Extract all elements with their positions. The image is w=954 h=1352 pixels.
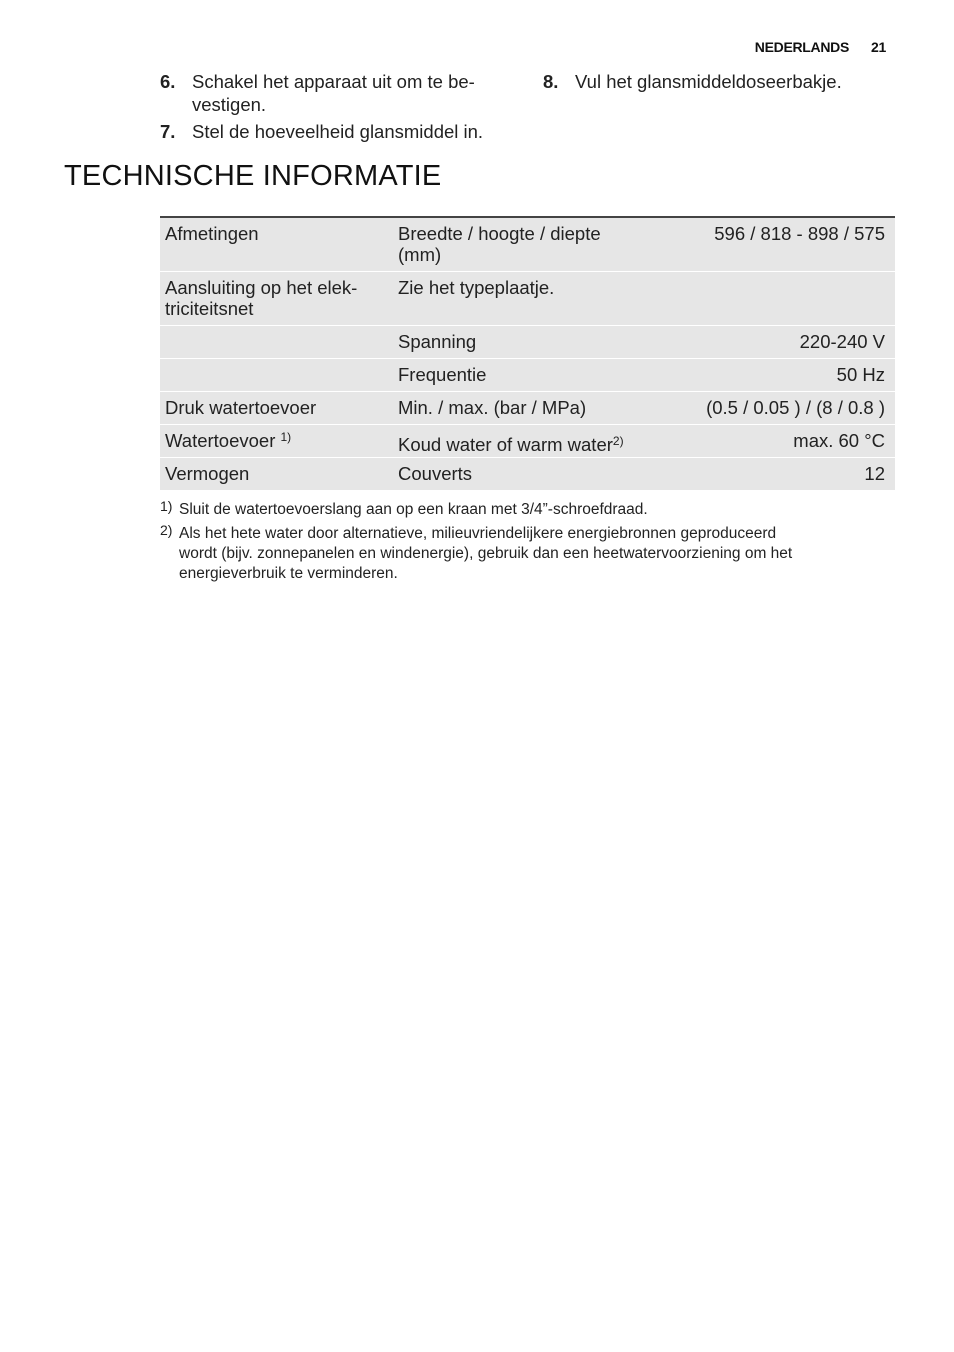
step-text: Schakel het apparaat uit om te be- vestigen.: [192, 71, 475, 115]
table-cell-value: 12: [678, 458, 895, 491]
table-row: [160, 359, 895, 392]
table-cell-parameter: Frequentie: [393, 359, 678, 392]
footnote-marker: 1): [160, 498, 173, 514]
table-cell-parameter: Couverts: [393, 458, 678, 491]
steps-column-left: [160, 70, 520, 147]
footnote-marker: 2): [160, 522, 173, 538]
footnote-text: Als het hete water door alternatieve, milieuvriendelijkere energiebronnen geproduceerd wordt (bijv. zonnepanelen en windenergie), gebruik dan een heetwatervoorziening om het energieverbruik te verminderen.: [179, 525, 793, 582]
table-cell-label: [160, 425, 393, 458]
table-cell-label: [160, 359, 393, 392]
step-number: 6.: [160, 71, 176, 92]
step-number: 8.: [543, 71, 559, 92]
step-item: [160, 120, 520, 143]
footnote: [160, 524, 900, 584]
table-cell-label: Afmetingen: [160, 217, 393, 272]
table-cell-parameter: Spanning: [393, 326, 678, 359]
footnote-text: Sluit de watertoevoerslang aan op een kraan met 3/4”-schroefdraad.: [179, 501, 648, 518]
table-row: [160, 425, 895, 458]
footnote: [160, 500, 900, 520]
table-row: [160, 217, 895, 272]
step-item: [543, 70, 903, 93]
footnote-ref: 2): [612, 434, 624, 448]
section-title: TECHNISCHE INFORMATIE: [64, 160, 442, 192]
table-row: [160, 326, 895, 359]
table-cell-parameter: Breedte / hoogte / diepte (mm): [393, 217, 678, 272]
step-text: Stel de hoeveelheid glansmiddel in.: [192, 121, 484, 142]
step-number: 7.: [160, 121, 176, 142]
page-header: [755, 39, 886, 55]
table-cell-label: [160, 326, 393, 359]
footnotes: [160, 500, 900, 588]
table-cell-label: Aansluiting op het elek- triciteitsnet: [160, 272, 393, 326]
page-number: 21: [871, 39, 886, 55]
cell-text: Watertoevoer: [165, 430, 281, 451]
table-row: [160, 458, 895, 491]
table-cell-parameter: [393, 425, 678, 458]
table-cell-value: 50 Hz: [678, 359, 895, 392]
table-cell-parameter: Zie het typeplaatje.: [393, 272, 678, 326]
table-cell-label: Vermogen: [160, 458, 393, 491]
table-cell-parameter: Min. / max. (bar / MPa): [393, 392, 678, 425]
table-cell-value: [678, 272, 895, 326]
header-language: NEDERLANDS: [754, 39, 850, 55]
table-cell-value: max. 60 °C: [678, 425, 895, 458]
table-cell-value: 220-240 V: [678, 326, 895, 359]
step-text: Vul het glansmiddeldoseerbakje.: [575, 71, 842, 92]
table-cell-value: (0.5 / 0.05 ) / (8 / 0.8 ): [678, 392, 895, 425]
footnote-ref: 1): [280, 430, 292, 444]
cell-text: Koud water of warm water: [398, 434, 613, 455]
table-row: [160, 392, 895, 425]
steps-column-right: [543, 70, 903, 97]
table-cell-value: 596 / 818 - 898 / 575: [678, 217, 895, 272]
technical-info-table: [160, 216, 895, 491]
step-item: [160, 70, 520, 116]
table-cell-label: Druk watertoevoer: [160, 392, 393, 425]
table-row: [160, 272, 895, 326]
